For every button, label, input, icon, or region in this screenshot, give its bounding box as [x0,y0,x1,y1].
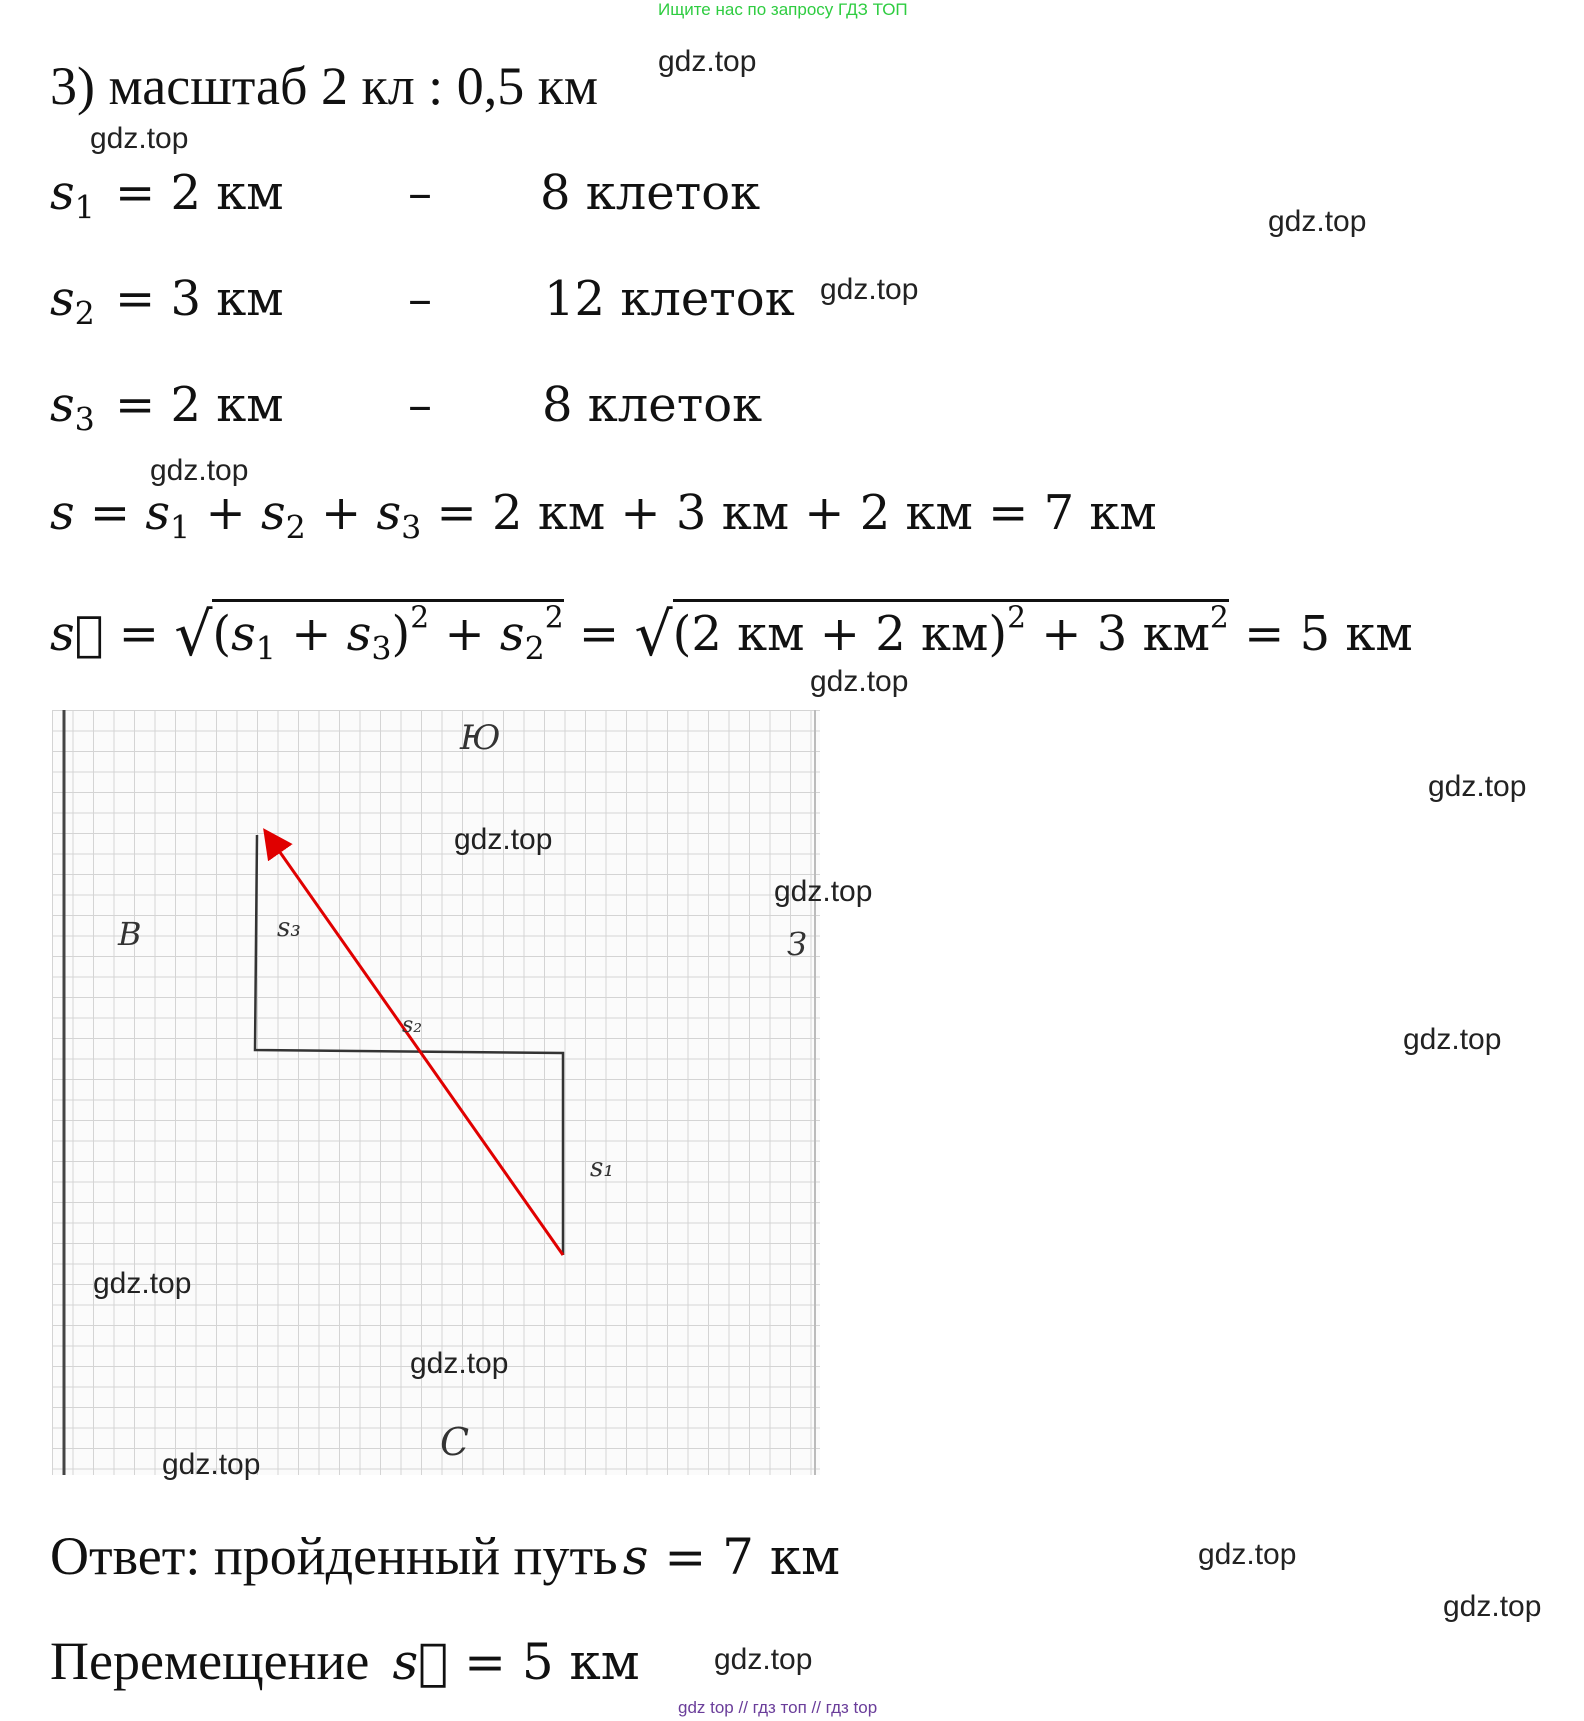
vector-eq: = [118,606,159,663]
displacement-arrow [270,838,563,1255]
sum-s2: s [260,485,286,541]
watermark: gdz.top [1403,1023,1502,1056]
row-s1-value: = 2 км [115,165,284,221]
watermark: gdz.top [1268,205,1367,238]
sum-s1: s [145,485,171,541]
sum-formula [50,485,1157,547]
sum-sub3: 3 [401,510,422,547]
sum-rhs: = 2 км + 3 км + 2 км = 7 км [436,485,1157,541]
direction-south: С [440,1420,470,1464]
watermark: gdz.top [90,122,189,155]
row-s1 [50,165,95,227]
watermark: gdz.top [820,273,919,306]
sum-s: s [50,485,75,541]
answer-var: s [622,1528,649,1586]
sqrt-symbolic [174,600,563,670]
row-s2 [50,271,95,333]
watermark: gdz.top [150,454,249,487]
watermark: gdz.top [714,1643,813,1676]
scale-header: 3) масштаб 2 кл : 0,5 км [50,56,599,116]
watermark: gdz.top [410,1347,509,1380]
watermark: gdz.top [162,1448,261,1481]
row-sub: 2 [74,296,95,333]
sum-plus: + [321,485,362,541]
row-s3-cells: 8 клеток [542,377,763,433]
row-var: s [50,165,75,221]
direction-north: Ю [460,718,501,758]
row-s1-cells: 8 клеток [540,165,761,221]
row-var: s [50,271,75,327]
direction-west: В [118,915,142,953]
footer-links[interactable]: gdz top // гдз топ // гдз top [678,1698,878,1717]
watermark: gdz.top [774,875,873,908]
displacement-prefix: Перемещение [50,1631,370,1691]
sqrt-body: $(s_1 + s_3)^2 + s_2^2$ [212,600,564,668]
watermark: gdz.top [1443,1590,1542,1623]
answer-line [50,1525,840,1587]
sum-s3: s [376,485,402,541]
sqrt-numeric-body: (2 км + 2 км)$^2$ + 3 $км^2$ [672,600,1229,663]
sum-plus: + [205,485,246,541]
vector-eq2: = [578,606,620,663]
travel-path [255,835,563,1255]
row-var: s [50,377,75,433]
watermark: gdz.top [658,45,757,78]
vector-s: s⃗ [50,606,104,663]
sum-sub2: 2 [285,510,306,547]
sum-sub1: 1 [170,510,191,547]
row-sub: 3 [74,402,95,439]
watermark: gdz.top [1198,1538,1297,1571]
label-s3: s₃ [277,913,301,943]
displacement-value: = 5 км [464,1633,640,1691]
top-banner: Ищите нас по запросу ГДЗ ТОП [658,0,908,19]
sqrt-numeric [634,600,1228,670]
row-s3 [50,377,95,439]
row-s2-cells: 12 клеток [544,271,795,327]
row-sub: 1 [74,190,95,227]
row-s2-dash: – [408,271,432,327]
watermark: gdz.top [810,665,909,698]
answer-prefix: Ответ: пройденный путь [50,1526,618,1586]
watermark: gdz.top [454,823,553,856]
direction-east: З [787,925,807,963]
displacement-line [50,1630,640,1692]
row-s3-value: = 2 км [115,377,284,433]
sqrt-icon: √ [174,600,213,670]
sqrt-icon: √ [634,600,673,670]
label-s2: s₂ [402,1013,423,1038]
answer-value: = 7 км [664,1528,840,1586]
row-s1-dash: – [408,165,432,221]
label-s1: s₁ [590,1153,614,1183]
vector-formula [50,600,1413,670]
watermark: gdz.top [93,1267,192,1300]
sum-eq: = [89,485,131,541]
row-s3-dash: – [408,377,432,433]
watermark: gdz.top [1428,770,1527,803]
displacement-vec: s⃗ [392,1633,449,1691]
row-s2-value: = 3 км [115,271,284,327]
vector-tail: = 5 км [1244,606,1413,663]
